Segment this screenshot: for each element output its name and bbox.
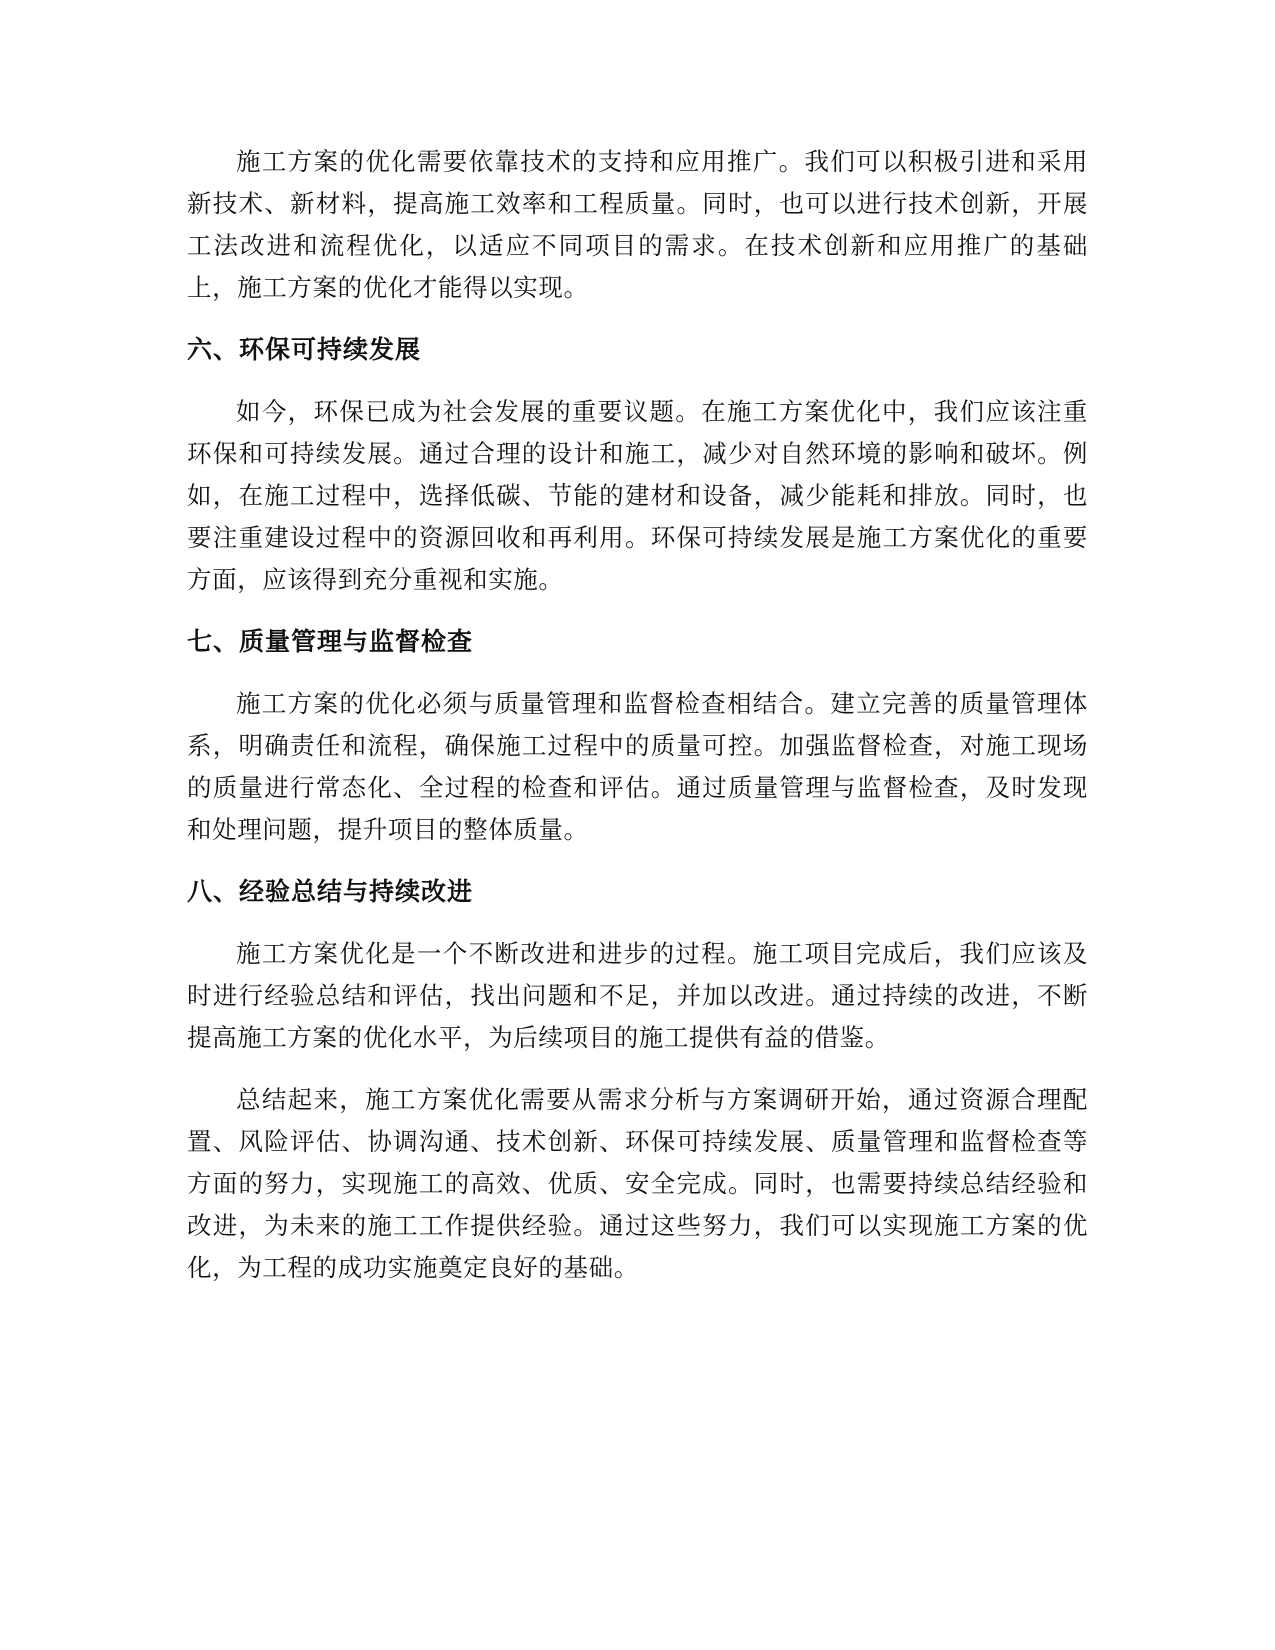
paragraph-conclusion: 总结起来，施工方案优化需要从需求分析与方案调研开始，通过资源合理配置、风险评估、协调沟通、技术创新、环保可持续发展、质量管理和监督检查等方面的努力，实现施工的高效、优质、安全完成。同时，也需要持续总结经验和改进，为未来的施工工作提供经验。通过这些努力，我们可以实现施工方案的优化，为工程的成功实施奠定良好的基础。 — [187, 1085, 1088, 1282]
paragraph-environment: 如今，环保已成为社会发展的重要议题。在施工方案优化中，我们应该注重环保和可持续发展。通过合理的设计和施工，减少对自然环境的影响和破坏。例如，在施工过程中，选择低碳、节能的建材和设备，减少能耗和排放。同时，也要注重建设过程中的资源回收和再利用。环保可持续发展是施工方案优化的重要方面，应该得到充分重视和实施。 — [187, 397, 1088, 594]
heading-section-8: 八、经验总结与持续改进 — [187, 877, 474, 906]
paragraph-quality: 施工方案的优化必须与质量管理和监督检查相结合。建立完善的质量管理体系，明确责任和流程，确保施工过程中的质量可控。加强监督检查，对施工现场的质量进行常态化、全过程的检查和评估。通过质量管理与监督检查，及时发现和处理问题，提升项目的整体质量。 — [187, 689, 1088, 844]
heading-section-7: 七、质量管理与监督检查 — [187, 627, 474, 656]
paragraph-tech-innovation: 施工方案的优化需要依靠技术的支持和应用推广。我们可以积极引进和采用新技术、新材料，提高施工效率和工程质量。同时，也可以进行技术创新，开展工法改进和流程优化，以适应不同项目的需求。在技术创新和应用推广的基础上，施工方案的优化才能得以实现。 — [187, 147, 1088, 302]
document-body — [187, 141, 1088, 1309]
heading-section-6: 六、环保可持续发展 — [187, 335, 422, 364]
paragraph-experience: 施工方案优化是一个不断改进和进步的过程。施工项目完成后，我们应该及时进行经验总结和评估，找出问题和不足，并加以改进。通过持续的改进，不断提高施工方案的优化水平，为后续项目的施工提供有益的借鉴。 — [187, 939, 1088, 1052]
